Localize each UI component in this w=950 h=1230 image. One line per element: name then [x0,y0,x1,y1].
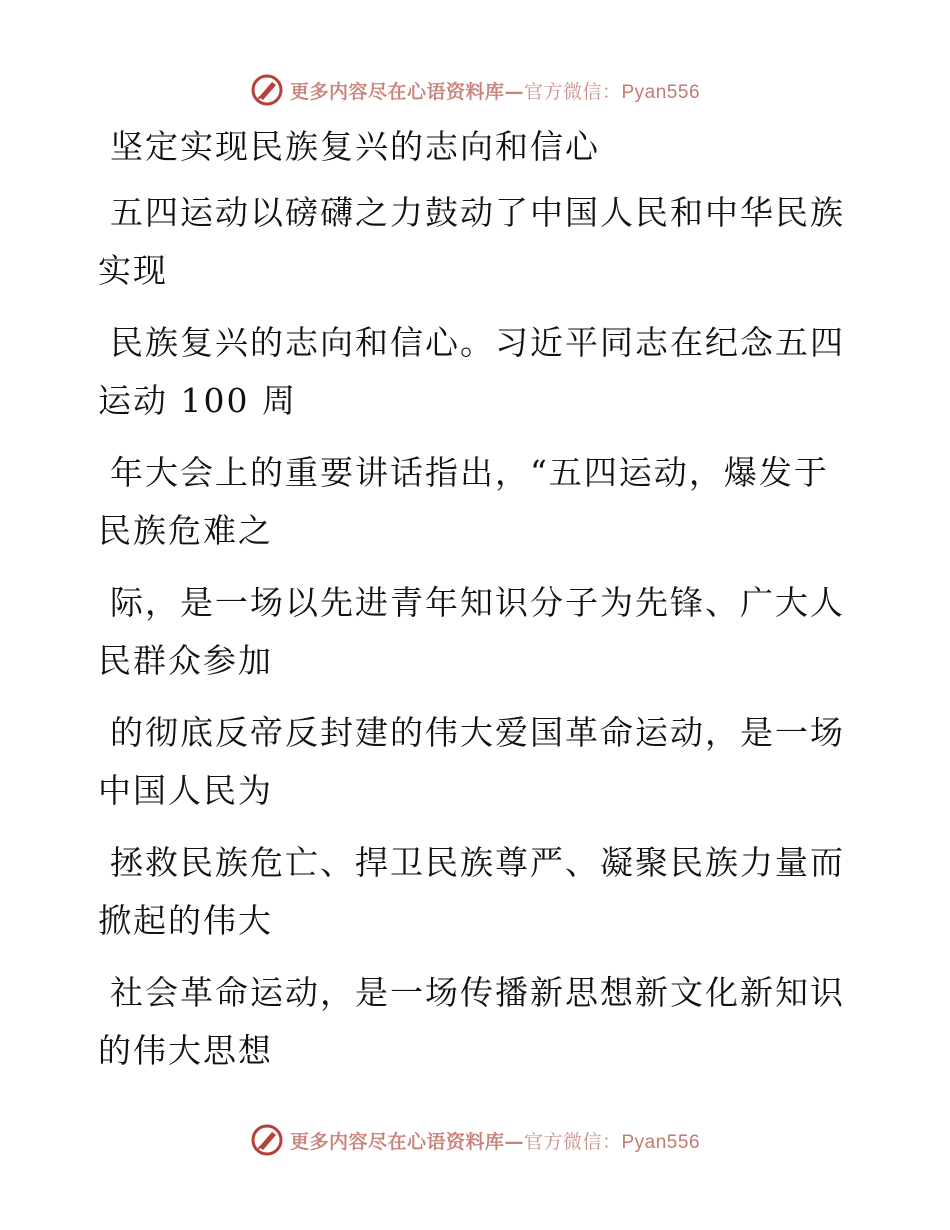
line-text: 社会革命运动，是一场传播新思想新文化新知识 [110,973,845,1012]
header-watermark [0,70,950,110]
line-text: 际，是一场以先进青年知识分子为先锋、广大人 [110,583,845,622]
line-text-wrap: 民族危难之 [98,511,273,550]
paragraph-line [98,834,845,950]
line-text-wrap: 运动 100 周 [98,381,297,420]
line-text-wrap: 中国人民为 [98,771,273,810]
paragraph-line [98,574,845,690]
line-text: 五四运动以磅礴之力鼓动了中国人民和中华民族 [110,193,845,232]
section-heading: 坚定实现民族复兴的志向和信心 [110,127,600,166]
line-text-wrap: 的伟大思想 [98,1031,273,1070]
line-text-wrap: 实现 [98,251,168,290]
line-text: 的彻底反帝反封建的伟大爱国革命运动，是一场 [110,713,845,752]
brand-logo-icon [250,1123,284,1157]
paragraph-line [98,964,845,1080]
brand-logo-icon [250,73,284,107]
paragraph-line [98,184,845,300]
paragraph-line [98,704,845,820]
paragraph-line [98,314,845,430]
document-body [98,118,845,1094]
line-text: 民族复兴的志向和信心。习近平同志在纪念五四 [110,323,845,362]
line-text: 年大会上的重要讲话指出，“五四运动，爆发于 [110,453,829,492]
watermark-text: 更多内容尽在心语资料库—官方微信：Pyan556 [289,80,701,103]
line-text: 拯救民族危亡、捍卫民族尊严、凝聚民族力量而 [110,843,845,882]
line-text-wrap: 民群众参加 [98,641,273,680]
paragraph-line [98,444,838,560]
footer-watermark [0,1120,950,1160]
watermark-text: 更多内容尽在心语资料库—官方微信：Pyan556 [289,1130,701,1153]
line-text-wrap: 掀起的伟大 [98,901,273,940]
